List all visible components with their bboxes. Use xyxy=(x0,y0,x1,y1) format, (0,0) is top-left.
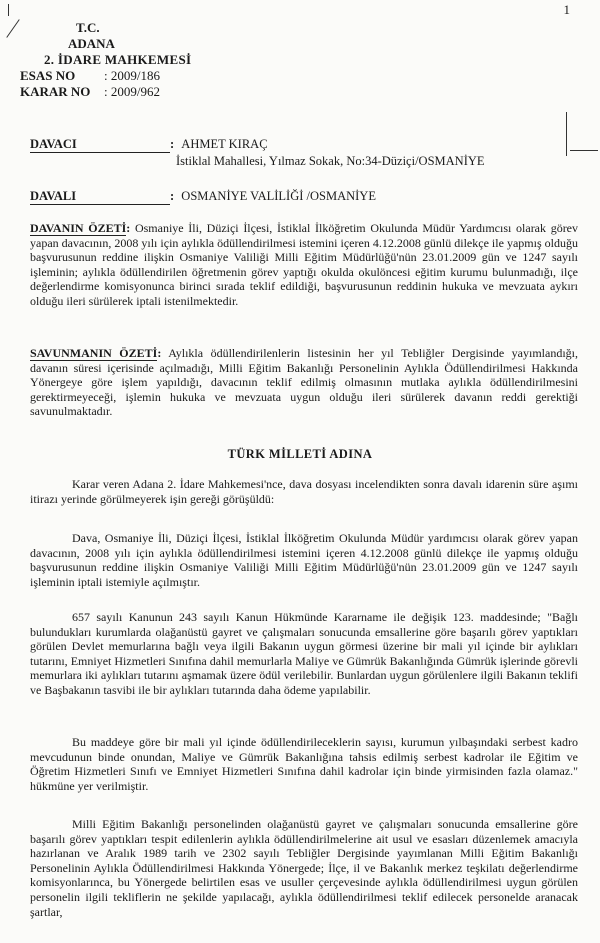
plaintiff-block: DAVACI : AHMET KIRAÇ İstiklal Mahallesi, Yılmaz Sokak, No:34-Düziçi/OSMANİYE xyxy=(30,137,485,168)
paragraph-1: Karar veren Adana 2. İdare Mahkemesi'nce, dava dosyası incelendikten sonra davalı idarenin süre aşımı itirazı yerinde görülmeyerek işin gereği görüşüldü: xyxy=(30,477,578,506)
defense-summary-label: SAVUNMANIN ÖZETİ xyxy=(30,346,158,360)
scan-mark xyxy=(570,150,598,151)
case-summary-label: DAVANIN ÖZETİ xyxy=(30,221,127,235)
case-summary-text: Osmaniye İli, Düziçi İlçesi, İstiklal İlköğretim Okulunda Müdür Yardımcısı olarak görev yapan davacının, 2008 yılı için aylıkla ödüllendirilmesi istemini içeren 4.12.2008 günlü dilekçe ile yapmış olduğu başvurusunun reddine ilişkin Osmaniye Valiliği Milli Eğitim Müdürlüğü'nün 23.01.2009 gün ve 1247 sayılı işleminin; aylıkla ödüllendirilen öğretmenin görev yaptığı okulda okulöncesi eğitim kurumu bulunmadığı, ilçe değerlendirme komisyonunca birinci sırada teklif edildiği, başvurusunun reddinin hukuka ve mevzuata aykırı olduğu ileri sürülerek iptali istenilmektedir. xyxy=(30,221,579,308)
paragraph-4: Bu maddeye göre bir mali yıl içinde ödüllendirileceklerin sayısı, kurumun yılbaşındaki serbest kadro mevcudunun binde onundan, Maliye ve Gümrük Bakanlığına tahsis edilmiş serbest kadrolar ile Eğitim ve Öğretim Hizmetleri Sınıfı ve Emniyet Hizmetleri Sınıfına dahil kadrolar için binde yirmisinden fazla olamaz." hükmüne yer verilmiştir. xyxy=(30,735,578,793)
paragraph-3: 657 sayılı Kanunun 243 sayılı Kanun Hükmünde Kararname ile değişik 123. maddesinde; "Bağlı bulundukları kurumlarda olağanüstü gayret ve çalışmaları sonucunda emsallerine göre başarılı görev yaptıkları görülen Devlet memurlarına bağlı veya ilgili Bakanın uygun görmesi üzerine bir mali yıl içinde bir aylıkları tutarını, Emniyet Hizmetleri Sınıfına dahil memurlarla Maliye ve Gümrük Bakanlığında Gümrük işlerinde görevli memurlara iki aylıkları tutarını aşmamak üzere ödül verilebilir. Bunlardan uygun görülenlere ilgili Bakanın teklifi ve Başbakanın tasvibi ile bir aylıkları tutarında daha ödeme yapılabilir. xyxy=(30,610,578,697)
verdict-heading: TÜRK MİLLETİ ADINA xyxy=(227,447,373,461)
karar-value: : 2009/962 xyxy=(104,84,160,99)
esas-label: ESAS NO xyxy=(20,68,76,83)
karar-label: KARAR NO xyxy=(20,84,91,99)
paragraph-5: Milli Eğitim Bakanlığı personelinden olağanüstü gayret ve çalışmaları sonucunda emsallerine göre başarılı görev yaptıkları tespit edilenlerin aylıkla ödüllendirilmelerine ait usul ve esasları düzenlemek amacıyla hazırlanan ve Aralık 1989 tarih ve 2302 sayılı Tebliğler Dergisinde yayımlanan Milli Eğitim Bakanlığı Personelinin Aylıkla Ödüllendirilmesi Hakkında Yönergede; İlçe, il ve Bakanlık merkez teşkilatı değerlendirme komisyonlarınca, bu Yönergede belirtilen esas ve usuller çerçevesinde aylıkla ödüllendirilmesi uygun görülen personelin ilgili tekliflerin ne şekilde yapılacağı, aylıkla ödüllendirilmesi teklif edilecek personelde aranacak şartlar, xyxy=(30,817,578,919)
paragraph-2: Dava, Osmaniye İli, Düziçi İlçesi, İstiklal İlköğretim Okulunda Müdür yardımcısı olarak görev yapan davacının, 2008 yılı için aylıkla ödüllendirilmesi istemini içeren 4.12.2008 günlü dilekçe ile yapmış olduğu başvurusunun reddine ilişkin Osmaniye Valiliği Milli Eğitim Müdürlüğü'nün 23.01.2009 gün ve 1247 sayılı işleminin iptali istemiyle açılmıştır. xyxy=(30,531,578,589)
plaintiff-address: İstiklal Mahallesi, Yılmaz Sokak, No:34-Düziçi/OSMANİYE xyxy=(176,154,485,168)
esas-row xyxy=(20,68,191,84)
court-header xyxy=(20,20,191,100)
defense-summary-text: Aylıkla ödüllendirilenlerin listesinin her yıl Tebliğler Dergisinde yayımlandığı, davanın süresi içerisinde açılmadığı, Milli Eğitim Bakanlığı Personelinin Aylıkla Ödüllendirilmesi Hakkında Yönergeye göre işlem yapıldığı, davacının teklif edilmiş olmasının mutlaka aylıkla ödüllendirilmesini gerektirmeyeceği, işlemin hukuka ve mevzuata uygun olduğu ileri sürülerek davanın reddi gerektiği savunulmaktadır. xyxy=(30,346,578,419)
defendant-name: OSMANİYE VALİLİĞİ /OSMANİYE xyxy=(181,189,376,203)
defense-summary-paragraph: SAVUNMANIN ÖZETİ: Aylıkla ödüllendirilenlerin listesinin her yıl Tebliğler Dergisinde yayımlandığı, davanın süresi içerisinde açılmadığı, Milli Eğitim Bakanlığı Personelinin Aylıkla Ödüllendirilmesi Hakkında Yönergeye göre işlem yapıldığı, davacının teklif edilmiş olmasının mutlaka aylıkla ödüllendirilmesini gerektirmeyeceği, işlemin hukuka ve mevzuata uygun olduğu ileri sürülerek davanın reddi gerektiği savunulmaktadır. xyxy=(30,346,578,419)
plaintiff-name: AHMET KIRAÇ xyxy=(181,137,268,151)
court-name: 2. İDARE MAHKEMESİ xyxy=(44,52,192,67)
case-summary-paragraph: DAVANIN ÖZETİ: Osmaniye İli, Düziçi İlçesi, İstiklal İlköğretim Okulunda Müdür Yardımcısı olarak görev yapan davacının, 2008 yılı için aylıkla ödüllendirilmesi istemini içeren 4.12.2008 günlü dilekçe ile yapmış olduğu başvurusunun reddine ilişkin Osmaniye Valiliği Milli Eğitim Müdürlüğü'nün 23.01.2009 gün ve 1247 sayılı işleminin; aylıkla ödüllendirilen öğretmenin görev yaptığı okulda okulöncesi eğitim kurumu bulunmadığı, ilçe değerlendirme komisyonunca birinci sırada teklif edildiği, başvurusunun reddinin hukuka ve mevzuata aykırı olduğu ileri sürülerek iptali istenilmektedir. xyxy=(30,221,579,308)
defendant-label: DAVALI xyxy=(30,188,170,205)
scan-mark xyxy=(8,4,9,16)
esas-value: : 2009/186 xyxy=(104,68,160,83)
country-code: T.C. xyxy=(76,20,100,35)
karar-row xyxy=(20,84,191,100)
court-city: ADANA xyxy=(68,36,115,51)
scan-mark xyxy=(566,112,567,156)
defendant-block: DAVALI : OSMANİYE VALİLİĞİ /OSMANİYE xyxy=(30,189,376,203)
plaintiff-label: DAVACI xyxy=(30,136,170,153)
scan-mark xyxy=(6,19,19,38)
page-number: 1 xyxy=(563,2,570,17)
